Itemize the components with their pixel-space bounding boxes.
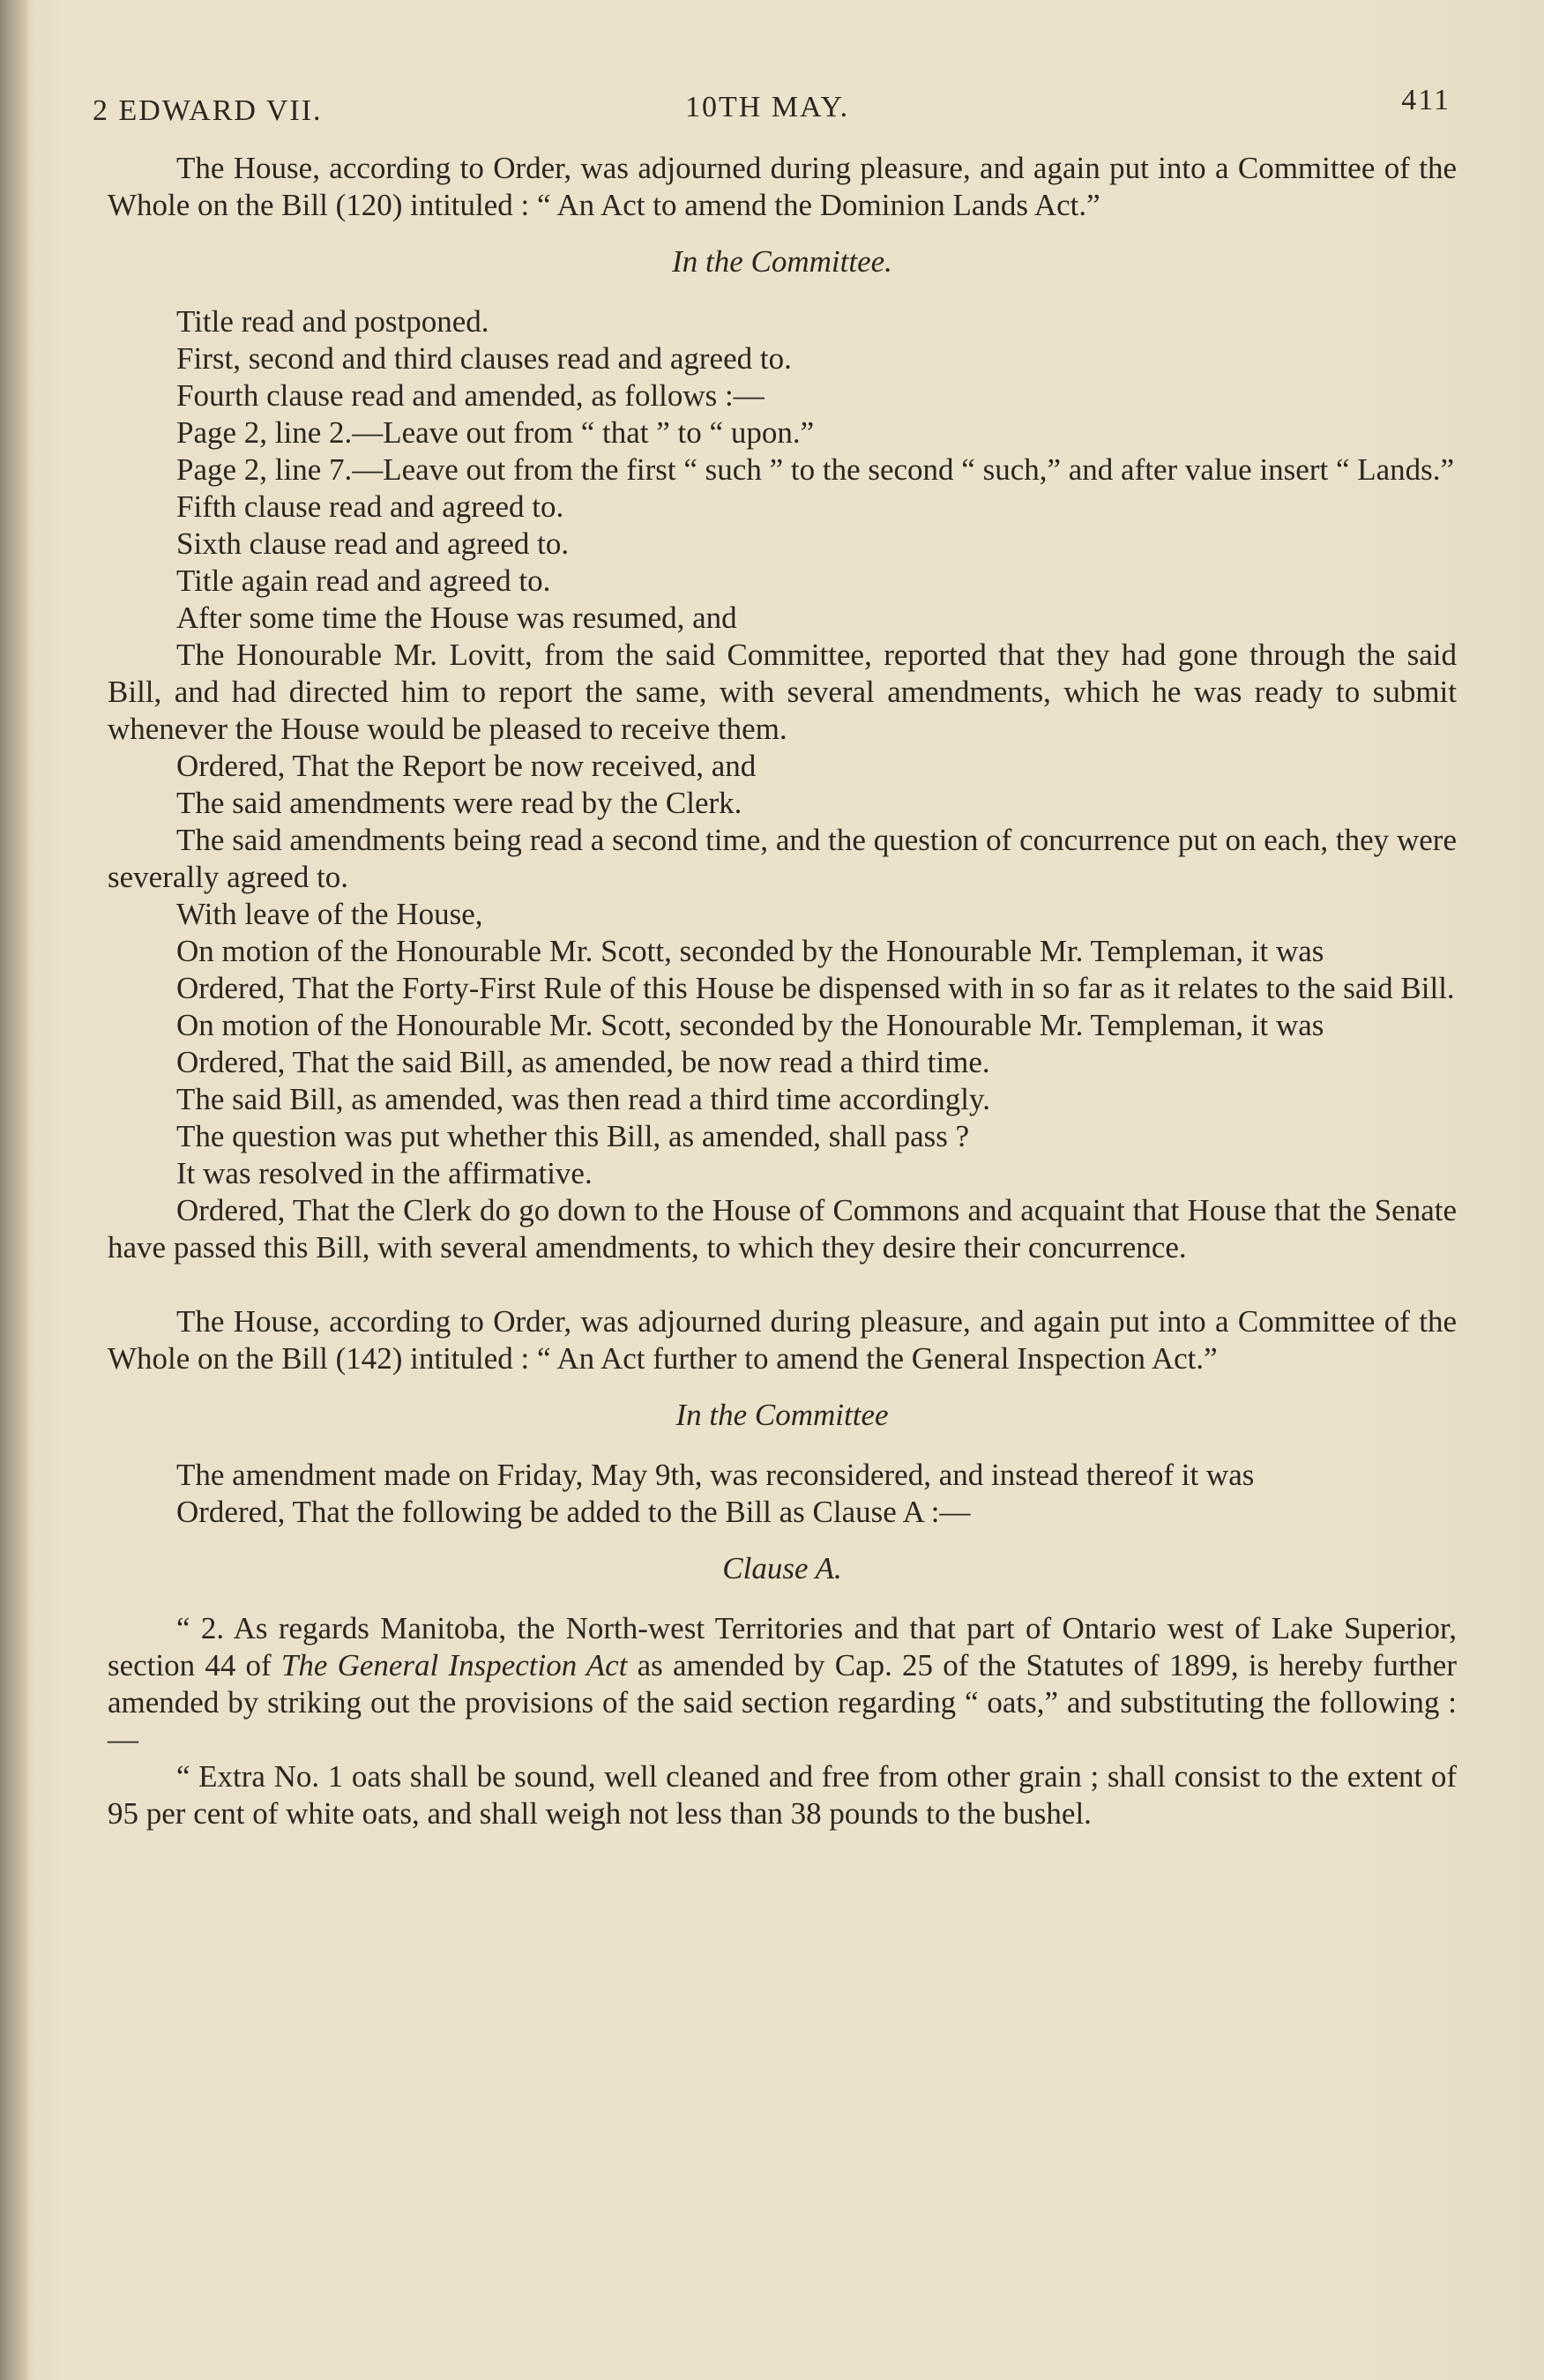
proceeding-line: The said amendments being read a second time, and the question of concurrence put on each, they were severally agreed to. bbox=[108, 823, 1457, 894]
page-body bbox=[108, 150, 1457, 1832]
page-header bbox=[93, 84, 1451, 128]
proceeding-line: On motion of the Honourable Mr. Scott, seconded by the Honourable Mr. Templeman, it was bbox=[176, 1008, 1324, 1042]
proceeding-line: The amendment made on Friday, May 9th, was reconsidered, and instead thereof it was bbox=[176, 1458, 1255, 1492]
proceeding-line: Ordered, That the Clerk do go down to the House of Commons and acquaint that House that the Senate have passed this Bill, with several amendments, to which they desire their concurrence. bbox=[108, 1193, 1457, 1265]
proceeding-line: The said amendments were read by the Clerk. bbox=[176, 786, 742, 820]
section2-heading: In the Committee bbox=[675, 1398, 889, 1432]
proceeding-line: The said Bill, as amended, was then read a third time accordingly. bbox=[176, 1082, 990, 1116]
clause-text-b: as amended by Cap. 25 of the Statutes of 1899, is hereby further amended by striking out the provisions of the said section regarding “ oats,” and substituting the following :— bbox=[108, 1648, 1457, 1757]
proceeding-line: With leave of the House, bbox=[176, 897, 483, 931]
proceeding-line: Ordered, That the following be added to the Bill as Clause A :— bbox=[176, 1495, 971, 1529]
section2-intro: The House, according to Order, was adjourned during pleasure, and again put into a Committee of the Whole on the Bill (142) intituled : “ An Act further to amend the General Inspection Act.” bbox=[108, 1304, 1457, 1376]
proceeding-line: Fifth clause read and agreed to. bbox=[176, 489, 564, 524]
proceeding-line: Title again read and agreed to. bbox=[176, 563, 551, 598]
proceeding-line: First, second and third clauses read and agreed to. bbox=[176, 341, 792, 376]
proceeding-line: Sixth clause read and agreed to. bbox=[176, 526, 570, 561]
proceeding-line: It was resolved in the affirmative. bbox=[176, 1156, 593, 1190]
section-spacer bbox=[108, 1266, 1457, 1303]
proceeding-line: The Honourable Mr. Lovitt, from the said Committee, reported that they had gone through the said Bill, and had directed him to report the same, with several amendments, which he was ready to submit whenever the House would be pleased to receive them. bbox=[108, 638, 1457, 746]
clause-heading: Clause A. bbox=[722, 1551, 842, 1585]
proceeding-line: After some time the House was resumed, and bbox=[176, 601, 737, 635]
proceeding-line: Ordered, That the said Bill, as amended, be now read a third time. bbox=[176, 1045, 990, 1079]
proceeding-line: Ordered, That the Report be now received, and bbox=[176, 749, 757, 783]
book-binding-edge bbox=[0, 0, 30, 2380]
clause-text-a: “ 2. As regards Manitoba, the North-west Territories and that part of Ontario west of Lake Superior, section 44 of bbox=[108, 1611, 1457, 1682]
act-title-italic: The General Inspection Act bbox=[280, 1648, 628, 1682]
header-regnal-year: 2 EDWARD VII. bbox=[93, 94, 323, 127]
page-number: 411 bbox=[1401, 84, 1451, 116]
proceeding-line: Ordered, That the Forty-First Rule of this House be dispensed with in so far as it relates to the said Bill. bbox=[176, 971, 1455, 1005]
header-date: 10TH MAY. bbox=[685, 91, 850, 123]
proceeding-line: Page 2, line 7.—Leave out from the first “ such ” to the second “ such,” and after value insert “ Lands.” bbox=[176, 452, 1455, 487]
proceeding-line: On motion of the Honourable Mr. Scott, seconded by the Honourable Mr. Templeman, it was bbox=[176, 934, 1324, 968]
proceeding-line: Page 2, line 2.—Leave out from “ that ” to “ upon.” bbox=[176, 415, 815, 450]
section1-heading: In the Committee. bbox=[672, 244, 892, 279]
clause-paragraph-2: “ Extra No. 1 oats shall be sound, well cleaned and free from other grain ; shall consist to the extent of 95 per cent of white oats, and shall weigh not less than 38 pounds to the bushel. bbox=[108, 1759, 1457, 1831]
proceeding-line: The question was put whether this Bill, as amended, shall pass ? bbox=[176, 1119, 970, 1153]
clause-paragraph-1 bbox=[108, 1610, 1457, 1758]
proceeding-line: Fourth clause read and amended, as follows :— bbox=[176, 378, 765, 413]
proceeding-line: Title read and postponed. bbox=[176, 304, 489, 339]
section1-intro: The House, according to Order, was adjourned during pleasure, and again put into a Committee of the Whole on the Bill (120) intituled : “ An Act to amend the Dominion Lands Act.” bbox=[108, 151, 1457, 222]
